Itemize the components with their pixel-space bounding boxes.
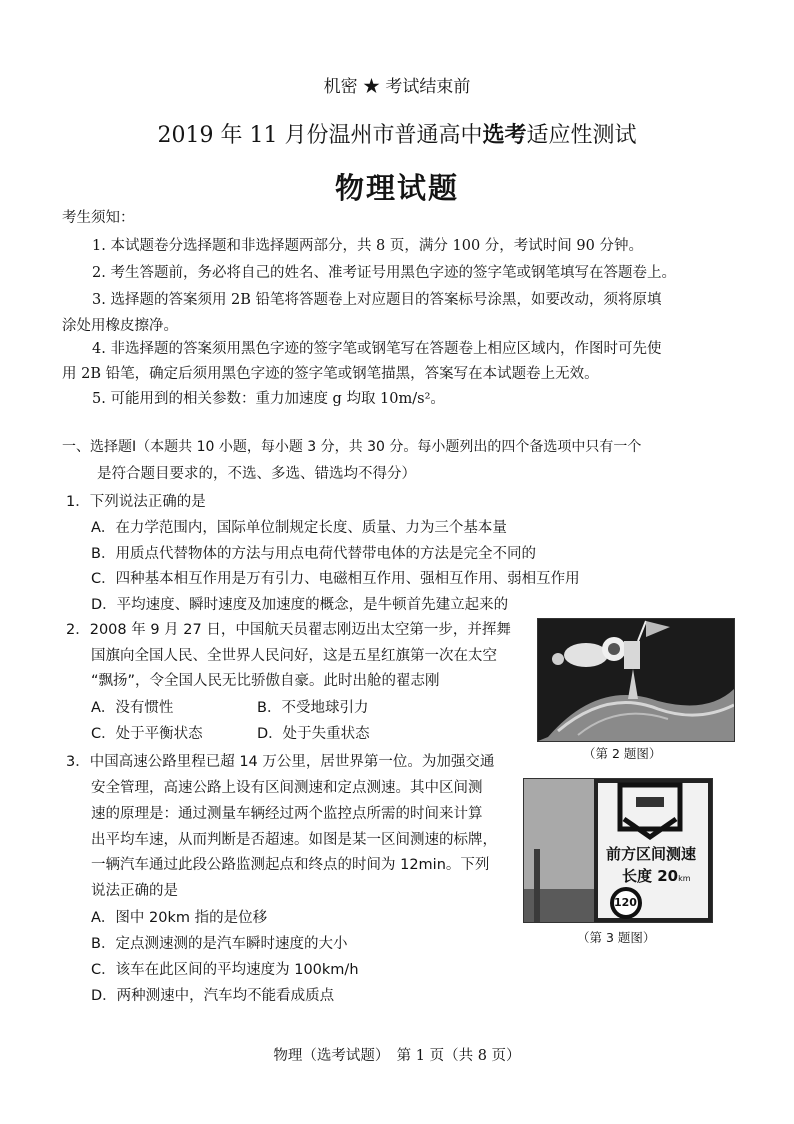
exam-title-post: 适应性测试 <box>526 123 637 148</box>
q2-option-a: A．没有惯性 <box>91 700 174 716</box>
figure3-caption: （第 3 题图） <box>577 930 656 945</box>
notice-item-2: 2. 考生答题前，务必将自己的姓名、准考证号用黑色字迹的签字笔或钢笔填写在答题卷上。 <box>92 265 676 281</box>
exam-title-pre: 2019 年 11 月份温州市普通高中 <box>157 123 483 148</box>
q1-option-d: D．平均速度、瞬时速度及加速度的概念，是牛顿首先建立起来的 <box>91 597 509 613</box>
notice-item-4: 4. 非选择题的答案须用黑色字迹的签字笔或钢笔写在答题卷上相应区域内，作图时可先使 <box>92 341 662 357</box>
q3-option-a: A．图中 20km 指的是位移 <box>91 910 268 926</box>
notice-item-5: 5. 可能用到的相关参数：重力加速度 g 均取 10m/s²。 <box>92 391 445 407</box>
notice-item-4-cont: 用 2B 铅笔，确定后须用黑色字迹的签字笔或钢笔描黑，答案写在本试题卷上无效。 <box>62 366 599 382</box>
q3-stem-line1: 3．中国高速公路里程已超 14 万公里，居世界第一位。为加强交通 <box>66 754 495 770</box>
notice-heading: 考生须知： <box>62 210 135 226</box>
q3-stem-line5: 一辆汽车通过此段公路监测起点和终点的时间为 12min。下列 <box>91 857 490 873</box>
exam-title-bold: 选考 <box>482 122 527 148</box>
figure2-caption: （第 2 题图） <box>583 746 662 761</box>
subject-title: 物理试题 <box>334 171 459 205</box>
notice-item-3-cont: 涂处用橡皮擦净。 <box>62 318 178 334</box>
q3-option-d: D．两种测速中，汽车均不能看成质点 <box>91 988 335 1004</box>
astronaut-photo <box>537 618 735 742</box>
speed-sign-photo <box>523 778 713 923</box>
speed-limit-value: 120 <box>614 896 637 909</box>
q3-stem-line6: 说法正确的是 <box>91 883 178 899</box>
q2-stem-line3: “飘扬”，令全国人民无比骄傲自豪。此时出舱的翟志刚 <box>91 673 440 689</box>
q2-stem-line2: 国旗向全国人民、全世界人民问好，这是五星红旗第一次在太空 <box>91 648 497 664</box>
sign-line2 <box>622 865 691 886</box>
confidential-label: 机密 ★ 考试结束前 <box>323 77 471 97</box>
q3-stem-line4: 出平均车速，从而判断是否超速。如图是某一区间测速的标牌， <box>91 832 497 848</box>
notice-item-3: 3. 选择题的答案须用 2B 铅笔将答题卷上对应题目的答案标号涂黑，如要改动，须将原填 <box>92 292 662 308</box>
q3-option-c: C．该车在此区间的平均速度为 100km/h <box>91 962 359 978</box>
q1-option-b: B．用质点代替物体的方法与用点电荷代替带电体的方法是完全不同的 <box>91 546 536 562</box>
q2-option-d: D．处于失重状态 <box>257 726 370 742</box>
exam-title <box>0 118 794 149</box>
q3-option-b: B．定点测速测的是汽车瞬时速度的大小 <box>91 936 348 952</box>
q3-stem-line2: 安全管理，高速公路上设有区间测速和定点测速。其中区间测 <box>91 780 483 796</box>
section1-heading: 一、选择题Ⅰ（本题共 10 小题，每小题 3 分，共 30 分。每小题列出的四个备选项中只有一个 <box>62 439 642 455</box>
notice-item-1: 1. 本试题卷分选择题和非选择题两部分，共 8 页，满分 100 分，考试时间 90 分钟。 <box>92 238 643 254</box>
q1-stem: 1．下列说法正确的是 <box>66 494 206 510</box>
q1-option-c: C．四种基本相互作用是万有引力、电磁相互作用、强相互作用、弱相互作用 <box>91 571 580 587</box>
sign-line1: 前方区间测速 <box>606 845 697 863</box>
q1-option-a: A．在力学范围内，国际单位制规定长度、质量、力为三个基本量 <box>91 520 507 536</box>
q3-stem-line3: 速的原理是：通过测量车辆经过两个监控点所需的时间来计算 <box>91 806 483 822</box>
astronaut-illustration <box>538 619 734 741</box>
q2-stem-line1: 2．2008 年 9 月 27 日，中国航天员翟志刚迈出太空第一步，并挥舞 <box>66 622 511 638</box>
section1-heading-cont: 是符合题目要求的，不选、多选、错选均不得分） <box>97 466 416 482</box>
sign-unit: km <box>678 874 691 883</box>
q2-option-b: B．不受地球引力 <box>257 700 369 716</box>
q2-option-c: C．处于平衡状态 <box>91 726 203 742</box>
page-footer: 物理（选考试题） 第 1 页（共 8 页） <box>273 1048 521 1064</box>
sign-length: 长度 20 <box>622 867 679 885</box>
